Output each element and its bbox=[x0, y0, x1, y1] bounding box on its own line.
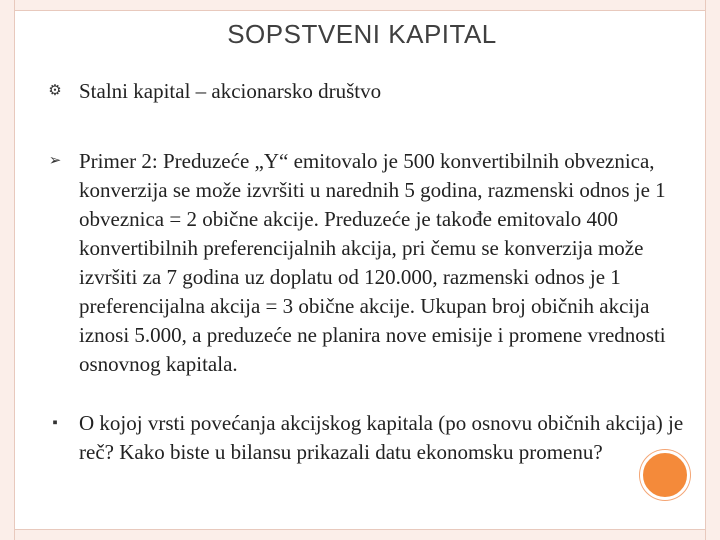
slide-content bbox=[15, 11, 705, 529]
orange-circle-decoration bbox=[640, 450, 690, 500]
frame-right-border bbox=[705, 0, 720, 540]
gear-bullet-icon: ⚙ bbox=[48, 83, 62, 99]
slide-title: SOPSTVENI KAPITAL bbox=[227, 19, 497, 49]
frame-bottom-border bbox=[14, 529, 706, 540]
bullet-text-1: Stalni kapital – akcionarsko društvo bbox=[79, 79, 382, 103]
frame-left-border bbox=[0, 0, 15, 540]
frame-top-border bbox=[14, 0, 706, 11]
bullet-text-2: Primer 2: Preduzeće „Y“ emitovalo je 500 konvertibilnih obveznica, konverzija se može izvršiti u narednih 5 godina, razmenski odnos je 1 obveznica = 2 obične akcije. Preduzeće je takođe emitovalo 400 konvertibilnih preferencijalnih akcija, pri čemu se konverzija može izvršiti za 7 godina uz doplatu od 120.000, razmenski odnos je 1 preferencijalna akcija = 3 obične akcije. Ukupan broj običnih akcija iznosi 5.000, a preduzeće ne planira nove emisije i promene vrednosti osnovnog kapitala. bbox=[79, 149, 666, 376]
bullet-text-3: O kojoj vrsti povećanja akcijskog kapitala (po osnovu običnih akcija) je reč? Kako biste u bilansu prikazali datu ekonomsku promenu? bbox=[79, 411, 684, 464]
square-bullet-icon: ▪ bbox=[52, 415, 58, 431]
arrow-bullet-icon: ➢ bbox=[48, 153, 62, 169]
